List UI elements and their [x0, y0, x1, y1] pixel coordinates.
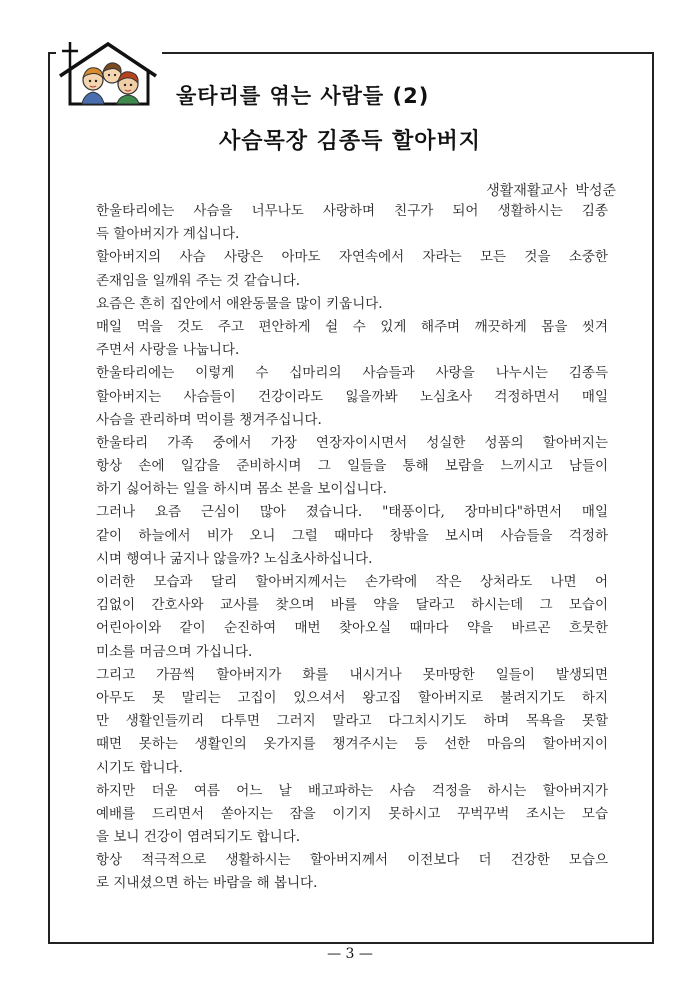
body-line: 득 할아버지가 계십니다. [96, 226, 240, 243]
body-line: 주면서 사랑을 나눕니다. [96, 342, 240, 359]
article-title: 사슴목장 김종득 할아버지 [218, 129, 482, 154]
body-line: 시며 행여나 굶지나 않을까? 노심초사하십니다. [96, 550, 373, 567]
house-family-icon [56, 36, 162, 108]
body-line: 만 생활인들끼리 다투면 그러지 말라고 다그치시기도 하며 목욕을 못할 [96, 713, 608, 730]
body-line: 로 지내셨으면 하는 바람을 해 봅니다. [96, 875, 318, 892]
series-title: 울타리를 엮는 사람들 (2) [176, 84, 430, 108]
house-family-logo [56, 36, 162, 108]
body-line: 한울타리에는 사슴을 너무나도 사랑하며 친구가 되어 생활하시는 김종 [96, 203, 608, 219]
body-line: 할아버지의 사슴 사랑은 아마도 자연속에서 자라는 모든 것을 소중한 [96, 249, 608, 266]
body-line: 미소를 머금으며 가십니다. [96, 643, 253, 660]
body-line: 그러나 요즘 근심이 많아 졌습니다. "태풍이다, 장마비다"하면서 매일 [96, 504, 608, 521]
body-line: 예배를 드리면서 쏟아지는 잠을 이기지 못하시고 꾸벅꾸벅 조시는 모습 [96, 805, 608, 822]
body-line: 한울타리 가족 중에서 가장 연장자이시면서 성실한 성품의 할아버지는 [96, 434, 608, 451]
body-line: 같이 하늘에서 비가 오니 그럴 때마다 창밖을 보시며 사슴들을 걱정하 [96, 527, 608, 544]
body-line: 아무도 못 말리는 고집이 있으셔서 왕고집 할아버지로 불려지기도 하지 [96, 689, 608, 706]
body-line: 존재임을 일깨워 주는 것 같습니다. [96, 272, 301, 289]
body-line: 할아버지는 사슴들이 건강이라도 잃을까봐 노심초사 걱정하면서 매일 [96, 388, 608, 405]
body-line: 김없이 간호사와 교사를 찾으며 바를 약을 달라고 하시는데 그 모습이 [96, 597, 608, 614]
body-line: 매일 먹을 것도 주고 편안하게 쉴 수 있게 해주며 깨끗하게 몸을 씻겨 [96, 318, 608, 335]
body-line: 항상 적극적으로 생활하시는 할아버지께서 이전보다 더 건강한 모습으 [96, 852, 608, 869]
body-line: 그리고 가끔씩 할아버지가 화를 내시거나 못마땅한 일들이 발생되면 [96, 666, 608, 683]
article-body [96, 200, 608, 896]
body-line: 한울타리에는 이렇게 수 십마리의 사슴들과 사랑을 나누시는 김종득 [96, 365, 608, 382]
body-line: 어린아이와 같이 순진하여 매번 찾아오실 때마다 약을 바르곤 흐뭇한 [96, 620, 608, 637]
page-number: — 3 — [327, 946, 373, 962]
body-line: 이러한 모습과 달리 할아버지께서는 손가락에 작은 상처라도 나면 어 [96, 574, 608, 590]
body-line: 을 보니 건강이 염려되기도 합니다. [96, 829, 301, 846]
body-line: 때면 못하는 생활인의 옷가지를 챙겨주시는 등 선한 마음의 할아버지이 [96, 736, 608, 753]
body-line: 항상 손에 일감을 준비하시며 그 일들을 통해 보람을 느끼시고 남들이 [96, 458, 608, 475]
author-role: 생활재활교사 [486, 183, 568, 199]
body-line: 하기 싫어하는 일을 하시며 몸소 본을 보이십니다. [96, 481, 387, 498]
body-line: 요즘은 흔히 집안에서 애완동물을 많이 키웁니다. [96, 295, 383, 312]
body-line: 하지만 더운 여름 어느 날 배고파하는 사슴 걱정을 하시는 할아버지가 [96, 782, 608, 799]
author-byline [486, 180, 616, 200]
body-line: 시기도 합니다. [96, 759, 183, 776]
author-name: 박성준 [575, 183, 616, 199]
body-line: 사슴을 관리하며 먹이를 챙겨주십니다. [96, 411, 322, 428]
